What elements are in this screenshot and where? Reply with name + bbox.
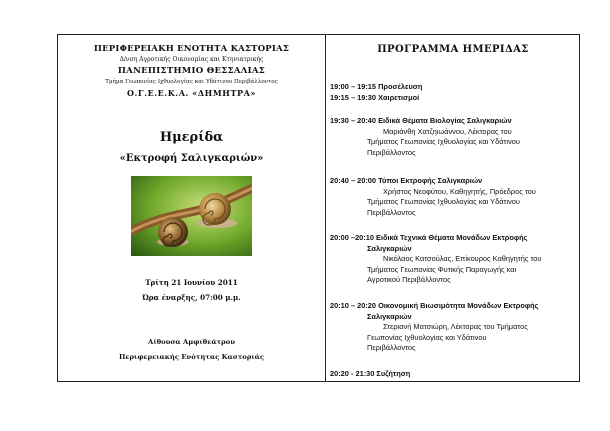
program-item xyxy=(330,233,578,286)
program-item-title-cont: Σαλιγκαριών xyxy=(367,243,412,253)
venue-line-1: Αίθουσα Αμφιθεάτρου xyxy=(148,338,235,346)
program-item-speaker: Στεριανή Ματσιώρη, Λέκτορας του Τμήματος xyxy=(383,322,528,332)
program-item-affiliation: Τμήματος Γεωπονίας Φυτικής Παραγωγής και xyxy=(367,264,517,274)
snail-photo xyxy=(131,176,252,256)
program-item-affiliation: Τμήματος Γεωπονίας Ιχθυολογίας και Υδάτινου xyxy=(367,137,520,147)
program-item-affiliation-cont: Περιβάλλοντος xyxy=(367,343,416,353)
flyer-frame xyxy=(57,34,580,382)
org-line-5: Ο.Γ.Ε.Ε.Κ.Α. «ΔΗΜΗΤΡΑ» xyxy=(126,88,257,98)
program-item-speaker: Χρήστος Νεοφύτου, Καθηγητής, Πρόεδρος του xyxy=(383,186,536,196)
org-line-1: ΠΕΡΙΦΕΡΕΙΑΚΗ ΕΝΟΤΗΤΑ ΚΑΣΤΟΡΙΑΣ xyxy=(93,44,290,54)
program-item-speaker: Μαριάνθη Χατζηιωάννου, Λέκτορας του xyxy=(383,126,512,136)
program-item-title: 20:00 –20:10 Ειδικά Τεχνικά Θέματα Μονάδων Εκτροφής xyxy=(330,233,528,242)
event-subtitle: «Εκτροφή Σαλιγκαριών» xyxy=(119,153,264,164)
program-item-affiliation: Τμήματος Γεωπονίας Ιχθυολογίας και Υδάτινου xyxy=(367,197,520,207)
event-title: Ημερίδα xyxy=(159,130,224,145)
program-panel xyxy=(326,35,580,381)
org-line-2: Δ/νση Αγροτικής Οικονομίας και Κτηνιατρικής xyxy=(119,56,264,63)
program-item-affiliation-cont: Αγροτικού Περιβάλλοντος xyxy=(367,275,451,285)
event-date: Τρίτη 21 Ιουνίου 2011 xyxy=(145,278,238,287)
org-line-3: ΠΑΝΕΠΙΣΤΗΜΙΟ ΘΕΣΣΑΛΙΑΣ xyxy=(117,66,266,76)
program-item-title: 20:20 - 21:30 Συζήτηση xyxy=(330,369,411,378)
program-item-title-cont: Σαλιγκαριών xyxy=(367,311,412,321)
program-item-affiliation-cont: Περιβάλλοντος xyxy=(367,147,416,157)
program-title: ΠΡΟΓΡΑΜΜΑ ΗΜΕΡΙΔΑΣ xyxy=(377,44,529,55)
program-item xyxy=(330,369,578,380)
program-item-title: 20:10 – 20:20 Οικονομική Βιωσιμότητα Μονάδων Εκτροφής xyxy=(330,301,539,310)
org-line-4: Τμήμα Γεωπονίας Ιχθυολογίας και Υδάτινου Περιβάλλοντος xyxy=(105,79,278,85)
left-panel xyxy=(58,35,325,381)
program-item-title: 19:30 – 20:40 Ειδικά Θέματα Βιολογίας Σαλιγκαριών xyxy=(330,116,512,125)
program-item xyxy=(330,93,578,104)
venue-line-2: Περιφερειακής Ενότητας Καστοριάς xyxy=(118,353,265,361)
program-item xyxy=(330,301,578,354)
program-item xyxy=(330,176,578,218)
program-item-affiliation-cont: Περιβάλλοντος xyxy=(367,207,416,217)
program-item-title: 19:15 – 19:30 Χαιρετισμοί xyxy=(330,93,420,102)
program-item-title: 19:00 – 19:15 Προσέλευση xyxy=(330,82,423,91)
program-item-affiliation: Γεωπονίας Ιχθυολογίας και Υδάτινου xyxy=(367,332,487,342)
program-item-speaker: Νικόλαος Κατσούλας, Επίκουρος Καθηγητής του xyxy=(383,254,542,264)
program-item xyxy=(330,82,578,93)
event-start-time: Ώρα έναρξης, 07:00 μ.μ. xyxy=(142,293,241,302)
program-item-title: 20:40 – 20:00 Τύποι Εκτροφής Σαλιγκαριών xyxy=(330,176,483,185)
program-item xyxy=(330,116,578,158)
